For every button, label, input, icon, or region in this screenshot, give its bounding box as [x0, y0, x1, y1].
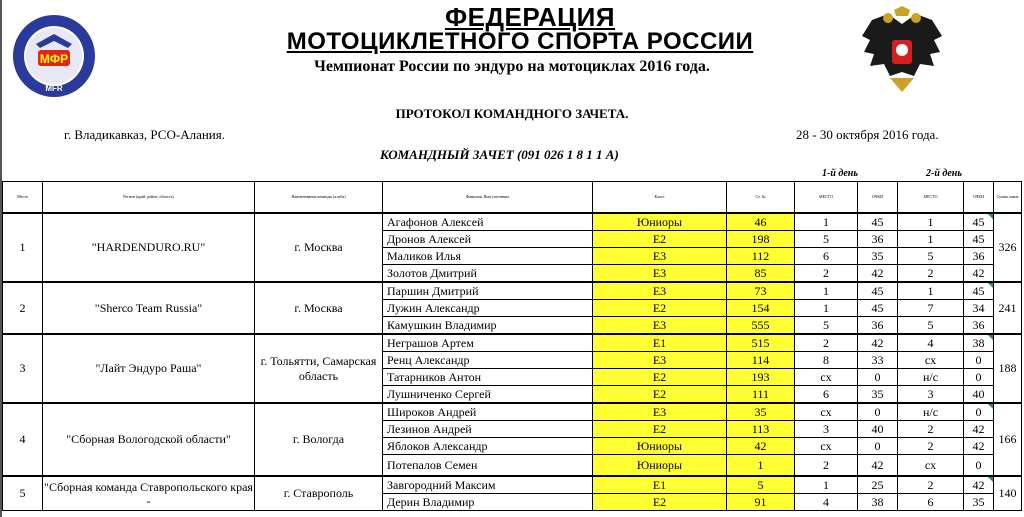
day1-place: 8 — [795, 352, 858, 369]
rider-number: 85 — [727, 265, 795, 283]
team-region: "Сборная Вологодской области" — [43, 403, 255, 476]
table-row — [3, 476, 1022, 494]
team-place: 3 — [3, 334, 43, 403]
col-rider: Фамилия, Имя участника — [383, 182, 593, 214]
team-city: г. Москва — [255, 282, 383, 334]
day2-points — [964, 334, 994, 352]
day2-points: 40 — [964, 386, 994, 404]
team-city: г. Тольятти, Самарская область — [255, 334, 383, 403]
day1-points: 35 — [858, 386, 898, 404]
col-class: Класс — [593, 182, 727, 214]
mfr-logo-text: МФР — [39, 52, 69, 66]
rider-name: Дерин Владимир — [383, 494, 593, 511]
team-place: 1 — [3, 213, 43, 282]
day1-place: 1 — [795, 300, 858, 317]
day1-place: 6 — [795, 386, 858, 404]
rider-class: E3 — [593, 317, 727, 335]
cell-comment-marker — [988, 335, 993, 340]
day1-place: 5 — [795, 317, 858, 335]
day2-place: 5 — [898, 248, 964, 265]
championship-title: Чемпионат России по эндуро на мотоциклах 2016 года. — [314, 58, 710, 75]
day1-place: 1 — [795, 476, 858, 494]
rider-class: E2 — [593, 231, 727, 248]
rider-class: E2 — [593, 421, 727, 438]
rider-name: Дронов Алексей — [383, 231, 593, 248]
team-region: "Лайт Эндуро Раша" — [43, 334, 255, 403]
rider-name: Золотов Дмитрий — [383, 265, 593, 283]
rider-number: 555 — [727, 317, 795, 335]
day2-place: 1 — [898, 231, 964, 248]
day1-place: сх — [795, 403, 858, 421]
results-table — [2, 181, 1022, 511]
col-team: Наименование команды (клуба) — [255, 182, 383, 214]
rider-number: 111 — [727, 386, 795, 404]
rider-class: E2 — [593, 386, 727, 404]
team-total: 326 — [994, 213, 1022, 282]
col-place: Место — [3, 182, 43, 214]
day2-points — [964, 213, 994, 231]
rider-class: E3 — [593, 248, 727, 265]
rider-name: Лушниченко Сергей — [383, 386, 593, 404]
day1-points: 45 — [858, 213, 898, 231]
day1-place: 1 — [795, 282, 858, 300]
day1-place: 5 — [795, 231, 858, 248]
rider-number: 5 — [727, 476, 795, 494]
day2-points — [964, 476, 994, 494]
day2-points: 42 — [964, 421, 994, 438]
rider-class: E2 — [593, 494, 727, 511]
rider-name: Агафонов Алексей — [383, 213, 593, 231]
day2-points-value: 42 — [972, 477, 985, 492]
day2-place: 3 — [898, 386, 964, 404]
rider-class: Юниоры — [593, 455, 727, 477]
rider-number: 193 — [727, 369, 795, 386]
day1-place: 3 — [795, 421, 858, 438]
team-city: г. Москва — [255, 213, 383, 282]
rider-number: 42 — [727, 438, 795, 455]
rider-number: 35 — [727, 403, 795, 421]
team-region: "HARDENDURO.RU" — [43, 213, 255, 282]
day1-points: 35 — [858, 248, 898, 265]
rider-name: Лужин Александр — [383, 300, 593, 317]
team-total: 140 — [994, 476, 1022, 511]
day2-points — [964, 282, 994, 300]
federation-title-line1: ФЕДЕРАЦИЯ — [444, 2, 616, 32]
rider-number: 114 — [727, 352, 795, 369]
day2-place: сх — [898, 352, 964, 369]
day1-place: 4 — [795, 494, 858, 511]
day1-place: 6 — [795, 248, 858, 265]
rider-class: E3 — [593, 282, 727, 300]
rider-name: Завгородний Максим — [383, 476, 593, 494]
day2-place: 2 — [898, 438, 964, 455]
rider-number: 91 — [727, 494, 795, 511]
table-row — [3, 282, 1022, 300]
rider-class: E3 — [593, 403, 727, 421]
rider-name: Широков Андрей — [383, 403, 593, 421]
table-row — [3, 213, 1022, 231]
day2-place: 1 — [898, 282, 964, 300]
day2-points: 36 — [964, 317, 994, 335]
day2-points: 35 — [964, 494, 994, 511]
team-place: 2 — [3, 282, 43, 334]
table-row — [3, 334, 1022, 352]
day1-points: 38 — [858, 494, 898, 511]
day1-place: сх — [795, 369, 858, 386]
day2-place: 2 — [898, 476, 964, 494]
team-total: 166 — [994, 403, 1022, 476]
day1-points: 0 — [858, 438, 898, 455]
day1-place: 2 — [795, 265, 858, 283]
rider-class: E1 — [593, 334, 727, 352]
cell-comment-marker — [988, 477, 993, 482]
team-place: 5 — [3, 476, 43, 511]
col-day2-points: ОЧКИ — [964, 182, 994, 214]
day2-place: н/с — [898, 403, 964, 421]
rider-number: 113 — [727, 421, 795, 438]
team-standings-code: КОМАНДНЫЙ ЗАЧЕТ (091 026 1 8 1 1 А) — [380, 147, 619, 162]
rider-name: Паршин Дмитрий — [383, 282, 593, 300]
rider-name: Татарников Антон — [383, 369, 593, 386]
team-total: 188 — [994, 334, 1022, 403]
col-start-number: Ст. № — [727, 182, 795, 214]
rider-name: Камушкин Владимир — [383, 317, 593, 335]
day2-place: 1 — [898, 213, 964, 231]
day2-points-value: 38 — [972, 335, 985, 350]
protocol-title: ПРОТОКОЛ КОМАНДНОГО ЗАЧЕТА. — [395, 106, 629, 121]
day1-points: 42 — [858, 265, 898, 283]
col-day1-points: ОЧКИ — [858, 182, 898, 214]
team-place: 4 — [3, 403, 43, 476]
day1-points: 45 — [858, 300, 898, 317]
rider-number: 73 — [727, 282, 795, 300]
rider-name: Неграшов Артем — [383, 334, 593, 352]
cell-comment-marker — [988, 214, 993, 219]
team-region: "Сборная команда Ставропольского края - — [43, 476, 255, 511]
table-row — [3, 403, 1022, 421]
rider-class: Юниоры — [593, 438, 727, 455]
federation-title-line2: МОТОЦИКЛЕТНОГО СПОРТА РОССИИ — [286, 28, 754, 55]
team-region: "Sherco Team Russia" — [43, 282, 255, 334]
day1-points: 0 — [858, 369, 898, 386]
day2-points: 42 — [964, 265, 994, 283]
col-day1-place: МЕСТО — [795, 182, 858, 214]
rider-class: E3 — [593, 265, 727, 283]
day1-points: 42 — [858, 455, 898, 477]
day2-points: 42 — [964, 438, 994, 455]
day1-points: 25 — [858, 476, 898, 494]
rider-name: Потепалов Семен — [383, 455, 593, 477]
day2-points: 0 — [964, 352, 994, 369]
day1-place: 2 — [795, 455, 858, 477]
table-header-row — [3, 182, 1022, 214]
day2-points: 45 — [964, 231, 994, 248]
team-total: 241 — [994, 282, 1022, 334]
day2-points-value: 45 — [972, 283, 985, 298]
day1-points: 36 — [858, 317, 898, 335]
day2-points: 34 — [964, 300, 994, 317]
day2-place: 6 — [898, 494, 964, 511]
mfr-logo-latin: MFR — [45, 84, 63, 93]
day2-place: 7 — [898, 300, 964, 317]
day2-place: 4 — [898, 334, 964, 352]
rider-name: Маликов Илья — [383, 248, 593, 265]
day1-points: 0 — [858, 403, 898, 421]
day1-points: 36 — [858, 231, 898, 248]
day1-points: 42 — [858, 334, 898, 352]
day1-place: 1 — [795, 213, 858, 231]
team-city: г. Ставрополь — [255, 476, 383, 511]
day1-place: 2 — [795, 334, 858, 352]
event-dates: 28 - 30 октября 2016 года. — [796, 127, 939, 142]
day2-place: сх — [898, 455, 964, 477]
rider-name: Лезинов Андрей — [383, 421, 593, 438]
day2-points: 0 — [964, 369, 994, 386]
day2-points-value: 45 — [972, 214, 985, 229]
rider-number: 198 — [727, 231, 795, 248]
rider-class: E2 — [593, 369, 727, 386]
rider-number: 46 — [727, 213, 795, 231]
event-city: г. Владикавказ, РСО-Алания. — [64, 127, 225, 142]
day1-points: 40 — [858, 421, 898, 438]
day2-place: 2 — [898, 421, 964, 438]
day2-points — [964, 403, 994, 421]
rider-number: 154 — [727, 300, 795, 317]
rider-class: E1 — [593, 476, 727, 494]
rider-name: Яблоков Александр — [383, 438, 593, 455]
col-region: Регион (край, район, область) — [43, 182, 255, 214]
day1-place: сх — [795, 438, 858, 455]
day2-label: 2-й день — [926, 168, 962, 179]
cell-comment-marker — [988, 283, 993, 288]
day1-label: 1-й день — [822, 168, 858, 179]
rider-class: Юниоры — [593, 213, 727, 231]
day2-place: н/с — [898, 369, 964, 386]
rider-class: E3 — [593, 352, 727, 369]
day2-place: 5 — [898, 317, 964, 335]
rider-class: E2 — [593, 300, 727, 317]
day2-points: 36 — [964, 248, 994, 265]
team-city: г. Вологда — [255, 403, 383, 476]
day1-points: 45 — [858, 282, 898, 300]
day2-points-value: 0 — [975, 404, 982, 419]
col-total: Сумма очков — [994, 182, 1022, 214]
rider-number: 1 — [727, 455, 795, 477]
rider-number: 515 — [727, 334, 795, 352]
day2-points: 0 — [964, 455, 994, 477]
col-day2-place: МЕСТО — [898, 182, 964, 214]
day1-points: 33 — [858, 352, 898, 369]
rider-name: Ренц Александр — [383, 352, 593, 369]
rider-number: 112 — [727, 248, 795, 265]
cell-comment-marker — [988, 404, 993, 409]
day2-place: 2 — [898, 265, 964, 283]
